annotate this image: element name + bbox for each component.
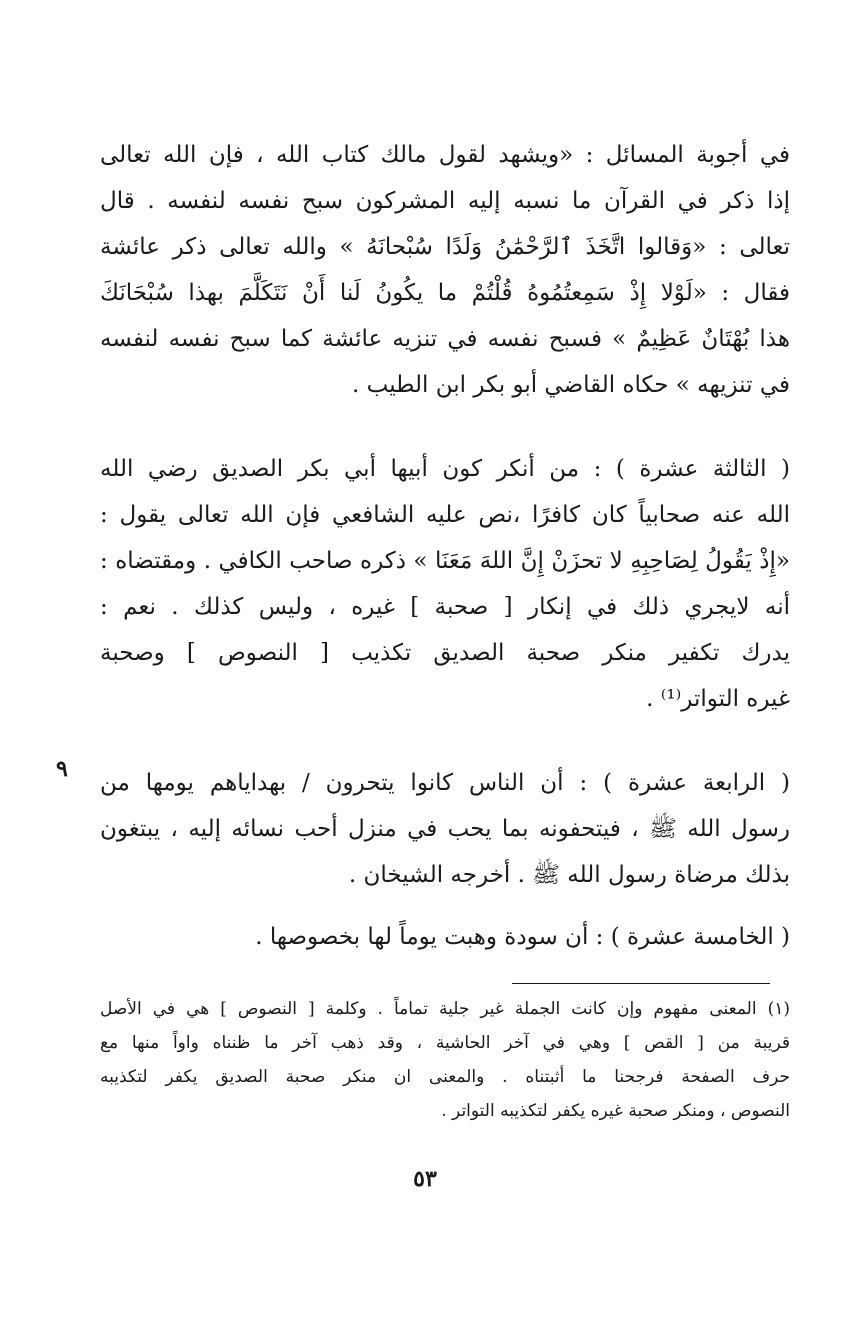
text-line: ( الرابعة عشرة ) : أن الناس كانوا يتحرون / بهداياهم يومها من [100,770,790,796]
page-number: ٥٣ [413,1166,437,1192]
text-line: الله عنه صحابياً كان كافرًا ،نص عليه الشافعي فإن الله تعالى يقول : [100,502,790,528]
margin-number: ٩ [56,756,68,782]
text-line: بذلك مرضاة رسول الله ﷺ . أخرجه الشيخان . [348,862,790,888]
text-line: ( الخامسة عشرة ) : أن سودة وهبت يوماً لها بخصوصها . [255,924,790,950]
text-line: رسول الله ﷺ ، فيتحفونه بما يحب في منزل أحب نسائه إليه ، يبتغون [100,816,790,842]
footnote-line: النصوص ، ومنكر صحبة غيره يكفر لتكذيبه التواتر . [441,1101,790,1121]
paragraph-2 [100,446,790,722]
text-line: إذا ذكر في القرآن ما نسبه إليه المشركون سبح نفسه لنفسه . قال [100,188,790,214]
footnotes [100,992,790,1128]
text-line: فقال : «لَوْلا إِذْ سَمِعتُمُوهُ قُلْتُمْ ما يكُونُ لَنا أَنْ نَتَكَلَّمَ بهذا سُبْحَانَكَ [100,280,790,306]
text-line: أنه لايجري ذلك في إنكار [ صحبة ] غيره ، وليس كذلك . نعم : [100,594,790,620]
paragraph-3 [100,760,790,898]
paragraph-4 [100,914,790,960]
footnote-line: قريبة من [ القص ] وهي في آخر الحاشية ، وقد ذهب آخر ما ظنناه واواً منها مع [100,1033,790,1053]
text-line: يدرك تكفير منكر صحبة الصديق تكذيب [ النصوص ] وصحبة [100,640,790,666]
footnote-divider [512,983,770,984]
text-line: تعالى : «وَقالوا اتَّخَذَ ٱلرَّحْمَٰنُ وَلَدًا سُبْحانَهُ » والله تعالى ذكر عائشة [100,234,790,260]
text-line: ( الثالثة عشرة ) : من أنكر كون أبيها أبي بكر الصديق رضي الله [100,456,790,482]
paragraph-1 [100,132,790,408]
text-line: غيره التواتر⁽¹⁾ . [646,686,790,712]
text-line: هذا بُهْتَانٌ عَظِيمٌ » فسبح نفسه في تنزيه عائشة كما سبح نفسه لنفسه [100,326,790,352]
text-line: «إِذْ يَقُولُ لِصَاحِبِهِ لا تحزَنْ إِنَّ اللهَ مَعَنَا » ذكره صاحب الكافي . ومقتضاه : [100,548,790,574]
text-line: في أجوبة المسائل : «ويشهد لقول مالك كتاب الله ، فإن الله تعالى [100,142,790,168]
footnote-line: حرف الصفحة فرجحنا ما أثبتناه . والمعنى ان منكر صحبة الصديق يكفر لتكذيبه [100,1067,790,1087]
footnote-line: (١) المعنى مفهوم وإن كانت الجملة غير جلية تماماً . وكلمة [ النصوص ] هي في الأصل [100,999,790,1019]
text-line: في تنزيهه » حكاه القاضي أبو بكر ابن الطيب . [352,372,790,398]
